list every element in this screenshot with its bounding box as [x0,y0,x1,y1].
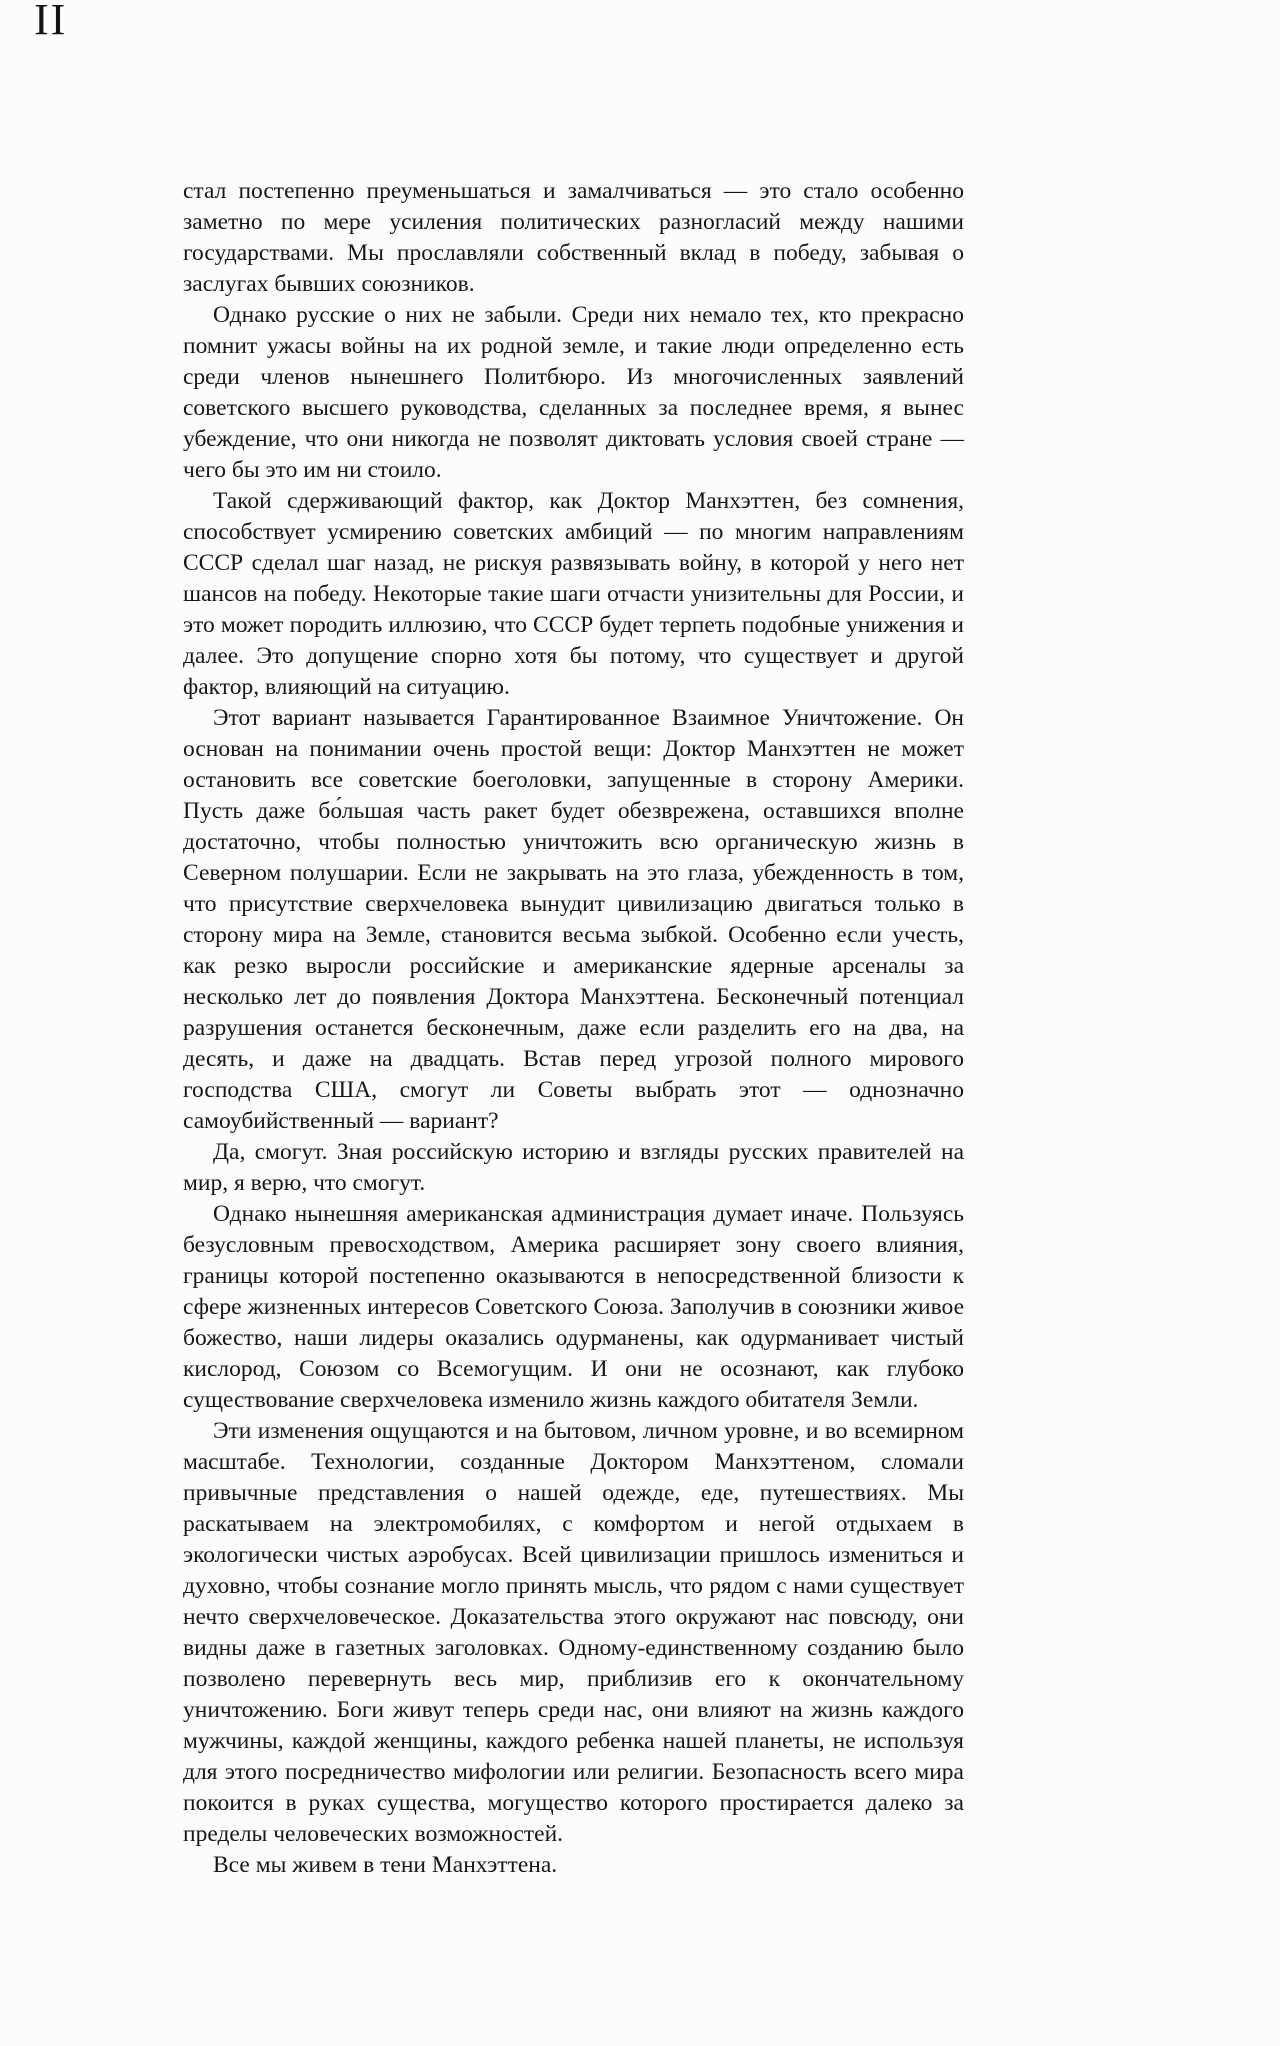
body-paragraph: Эти изменения ощущаются и на бытовом, личном уровне, и во всемирном масштабе. Технологии, созданные Доктором Манхэттеном, сломали привычные представления о нашей одежде, еде, путешествиях. Мы раскатываем на электромобилях, с комфортом и негой отдыхаем в экологически чистых аэробусах. Всей цивилизации пришлось измениться и духовно, чтобы сознание могло принять мысль, что рядом с нами существует нечто сверхчеловеческое. Доказательства этого окружают нас повсюду, они видны даже в газетных заголовках. Одному-единственному созданию было позволено перевернуть весь мир, приблизив его к окончательному уничтожению. Боги живут теперь среди нас, они влияют на жизнь каждого мужчины, каждой женщины, каждого ребенка нашей планеты, не используя для этого посредничество мифологии или религии. Безопасность всего мира покоится в руках существа, могущество которого простирается далеко за пределы человеческих возможностей. [183,1418,964,1847]
body-paragraph: Этот вариант называется Гарантированное Взаимное Уничтожение. Он основан на понимании очень простой вещи: Доктор Манхэттен не может остановить все советские боеголовки, запущенные в сторону Америки. Пусть даже бо́льшая часть ракет будет обезврежена, оставшихся вполне достаточно, чтобы полностью уничтожить всю органическую жизнь в Северном полушарии. Если не закрывать на это глаза, убежденность в том, что присутствие сверхчеловека вынудит цивилизацию двигаться только в сторону мира на Земле, становится весьма зыбкой. Особенно если учесть, как резко выросли российские и американские ядерные арсеналы за несколько лет до появления Доктора Манхэттена. Бесконечный потенциал разрушения останется бесконечным, даже если разделить его на два, на десять, и даже на двадцать. Встав перед угрозой полного мирового господства США, смогут ли Советы выбрать этот — однозначно самоубийственный — вариант? [183,705,964,1134]
body-paragraph: Все мы живем в тени Манхэттена. [213,1852,558,1878]
body-paragraph: стал постепенно преуменьшаться и замалчиваться — это стало особенно заметно по мере усиления политических разногласий между нашими государствами. Мы прославляли собственный вклад в победу, забывая о заслугах бывших союзников. [183,178,964,297]
body-paragraph: Да, смогут. Зная российскую историю и взгляды русских правителей на мир, я верю, что смогут. [183,1139,964,1196]
body-paragraph: Однако нынешняя американская администрация думает иначе. Пользуясь безусловным превосходством, Америка расширяет зону своего влияния, границы которой постепенно оказываются в непосредственной близости к сфере жизненных интересов Советского Союза. Заполучив в союзники живое божество, наши лидеры оказались одурманены, как одурманивает чистый кислород, Союзом со Всемогущим. И они не осознают, как глубоко существование сверхчеловека изменило жизнь каждого обитателя Земли. [183,1201,964,1413]
body-text-block [183,176,964,1881]
body-paragraph: Однако русские о них не забыли. Среди них немало тех, кто прекрасно помнит ужасы войны на их родной земле, и такие люди определенно есть среди членов нынешнего Политбюро. Из многочисленных заявлений советского высшего руководства, сделанных за последнее время, я вынес убеждение, что они никогда не позволят диктовать условия своей стране — чего бы это им ни стоило. [183,302,964,483]
body-paragraph: Такой сдерживающий фактор, как Доктор Манхэттен, без сомнения, способствует усмирению советских амбиций — по многим направлениям СССР сделал шаг назад, не рискуя развязывать войну, в которой у него нет шансов на победу. Некоторые такие шаги отчасти унизительны для России, и это может породить иллюзию, что СССР будет терпеть подобные унижения и далее. Это допущение спорно хотя бы потому, что существует и другой фактор, влияющий на ситуацию. [183,488,964,700]
chapter-numeral: II [34,0,68,44]
